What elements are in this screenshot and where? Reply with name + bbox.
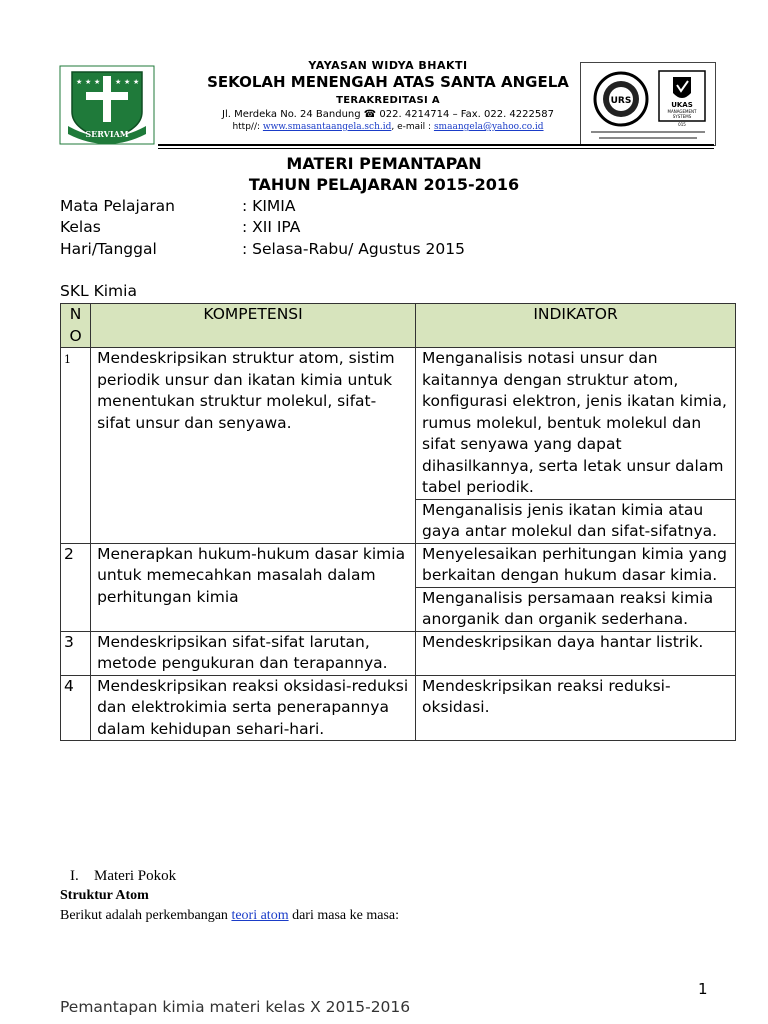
contact-line xyxy=(158,122,618,132)
meta-label: Kelas xyxy=(60,218,101,236)
header-indikator: INDIKATOR xyxy=(416,304,736,348)
ukas-sub2: SYSTEMS xyxy=(672,114,692,119)
website-link[interactable]: www.smasantaangela.sch.id xyxy=(262,122,392,132)
table-row xyxy=(61,543,736,587)
svg-text:★: ★ xyxy=(133,78,140,86)
subheading: Struktur Atom xyxy=(60,888,149,903)
table-row xyxy=(61,675,736,741)
school-name: SEKOLAH MENENGAH ATAS SANTA ANGELA xyxy=(207,73,569,91)
indikator-cell: Mendeskripsikan daya hantar listrik. xyxy=(416,631,736,675)
letterhead xyxy=(58,58,714,148)
intro-text: Berikut adalah perkembangan xyxy=(60,908,232,923)
school-crest-logo xyxy=(58,64,156,146)
header-no: N O xyxy=(61,304,91,348)
web-prefix: http//: xyxy=(232,122,263,132)
indikator-cell: Menyelesaikan perhitungan kimia yang berkaitan dengan hukum dasar kimia. xyxy=(416,543,736,587)
table-row xyxy=(61,631,736,675)
section-heading xyxy=(70,868,176,885)
ukas-sub1: MANAGEMENT xyxy=(667,109,697,114)
letterhead-text xyxy=(158,58,618,132)
urs-seal-text: URS xyxy=(610,96,632,106)
table-header-row xyxy=(61,304,736,348)
meta-value: : Selasa-Rabu/ Agustus 2015 xyxy=(242,240,465,258)
intro-text-end: dari masa ke masa: xyxy=(288,908,399,923)
email-prefix: , e-mail : xyxy=(391,122,434,132)
svg-text:★: ★ xyxy=(115,78,122,86)
accreditation: TERAKREDITASI A xyxy=(336,95,440,106)
foundation-name: YAYASAN WIDYA BHAKTI xyxy=(308,59,468,72)
email-link[interactable]: smaangela@yahoo.co.id xyxy=(433,122,544,132)
kompetensi-cell: Menerapkan hukum-hukum dasar kimia untuk memecahkan masalah dalam perhitungan kimia xyxy=(91,543,416,631)
kompetensi-cell: Mendeskripsikan sifat-sifat larutan, metode pengukuran dan terapannya. xyxy=(91,631,416,675)
indikator-cell: Menganalisis jenis ikatan kimia atau gaya antar molekul dan sifat-sifatnya. xyxy=(416,499,736,543)
ukas-label: UKAS xyxy=(671,101,693,109)
indikator-cell: Menganalisis persamaan reaksi kimia anorganik dan organik sederhana. xyxy=(416,587,736,631)
header-kompetensi: KOMPETENSI xyxy=(91,304,416,348)
svg-text:★: ★ xyxy=(76,78,83,86)
school-address: Jl. Merdeka No. 24 Bandung ☎ 022. 4214714 – Fax. 022. 4222587 xyxy=(222,109,554,120)
teori-atom-link[interactable]: teori atom xyxy=(231,908,289,923)
table-caption: SKL Kimia xyxy=(60,282,137,300)
letterhead-rule-thin xyxy=(158,148,714,149)
row-number-text: 1 xyxy=(64,353,71,366)
svg-text:★: ★ xyxy=(85,78,92,86)
certification-logos xyxy=(580,62,716,146)
meta-label: Mata Pelajaran xyxy=(60,197,176,215)
table-row xyxy=(61,348,736,500)
kompetensi-cell: Mendeskripsikan reaksi oksidasi-reduksi dan elektrokimia serta penerapannya dalam kehidupan sehari-hari. xyxy=(91,675,416,741)
meta-label: Hari/Tanggal xyxy=(60,240,157,258)
logo-motto: SERVIAM xyxy=(85,129,129,139)
section-title: Materi Pokok xyxy=(94,868,177,884)
svg-text:★: ★ xyxy=(94,78,101,86)
kompetensi-cell: Mendeskripsikan struktur atom, sistim periodik unsur dan ikatan kimia untuk menentukan struktur molekul, sifat- sifat unsur dan senyawa. xyxy=(91,348,416,544)
document-title: MATERI PEMANTAPAN xyxy=(286,154,482,173)
row-number xyxy=(61,348,91,544)
section-number: I. xyxy=(70,868,79,884)
meta-value: : KIMIA xyxy=(242,197,296,215)
page-number: 1 xyxy=(698,980,708,998)
row-number: 3 xyxy=(61,631,91,675)
skl-table xyxy=(60,303,736,741)
svg-text:★: ★ xyxy=(124,78,131,86)
document-subtitle: TAHUN PELAJARAN 2015-2016 xyxy=(248,175,520,194)
letterhead-rule xyxy=(158,144,714,146)
urs-seal-sub: ISO 9001 xyxy=(609,117,633,123)
page-footer: Pemantapan kimia materi kelas X 2015-2016 xyxy=(60,998,411,1016)
indikator-cell: Mendeskripsikan reaksi reduksi-oksidasi. xyxy=(416,675,736,741)
meta-date xyxy=(60,240,465,258)
meta-subject xyxy=(60,197,295,215)
ukas-code: 015 xyxy=(678,122,686,127)
meta-class xyxy=(60,218,300,236)
row-number: 2 xyxy=(61,543,91,631)
indikator-cell: Menganalisis notasi unsur dan kaitannya dengan struktur atom, konfigurasi elektron, jenis ikatan kimia, rumus molekul, bentuk molekul dan sifat senyawa yang dapat dihasilkannya, serta letak unsur dalam tabel periodik. xyxy=(416,348,736,500)
row-number: 4 xyxy=(61,675,91,741)
meta-value: : XII IPA xyxy=(242,218,301,236)
intro-paragraph xyxy=(60,908,399,924)
